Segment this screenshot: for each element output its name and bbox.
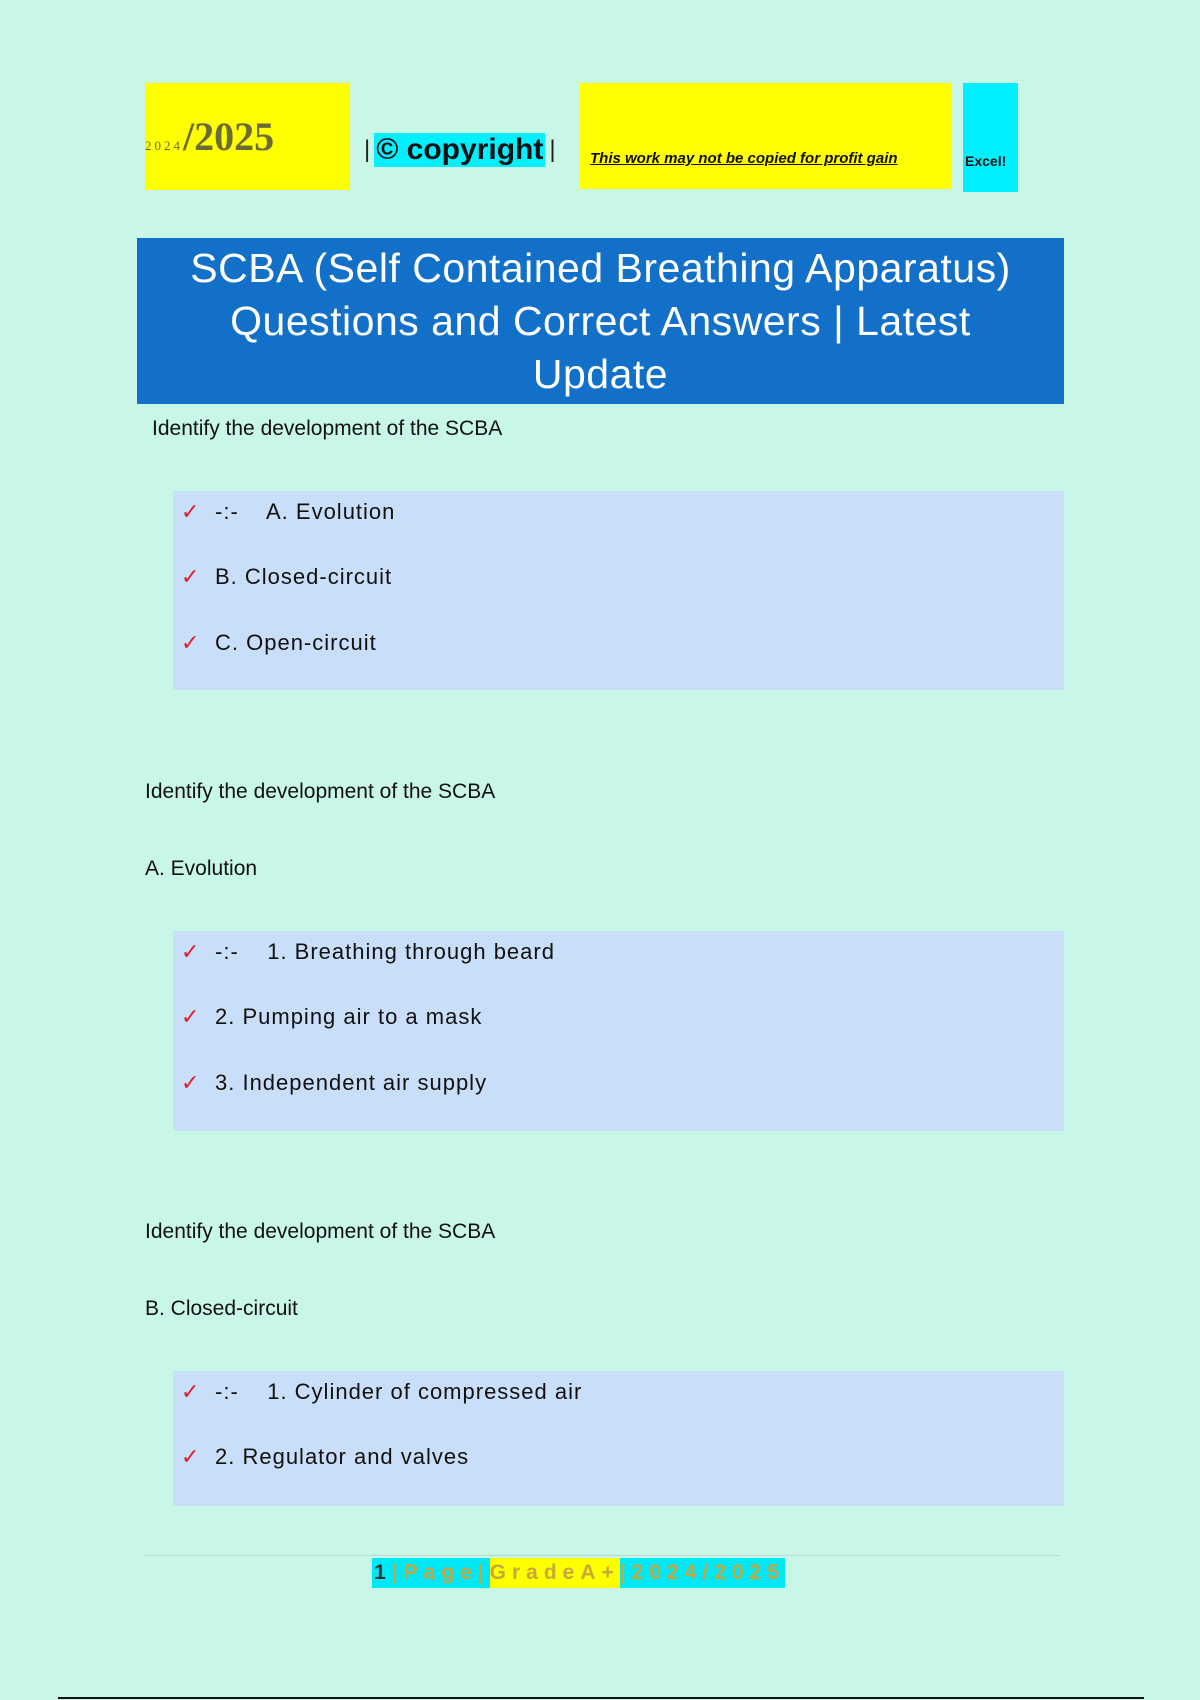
answer-text: -:- 1. Cylinder of compressed air <box>215 1379 583 1404</box>
title-line-1: SCBA (Self Contained Breathing Apparatus) <box>190 245 1011 291</box>
footer-grade: GradeA+ <box>490 1558 620 1588</box>
answer-box-3 <box>173 1371 1064 1506</box>
copyright-bar-right: | <box>549 136 556 163</box>
bottom-rule <box>58 1697 1144 1699</box>
answer-item <box>181 1004 482 1030</box>
document-title <box>137 238 1064 404</box>
check-icon: ✓ <box>181 1379 201 1404</box>
check-icon: ✓ <box>181 499 201 524</box>
question-3: Identify the development of the SCBA <box>145 1220 496 1243</box>
question-2: Identify the development of the SCBA <box>145 780 496 803</box>
footer-page <box>372 1558 490 1588</box>
copyright-bar-left: | <box>364 136 371 163</box>
check-icon: ✓ <box>181 564 201 589</box>
answer-item <box>181 1444 469 1470</box>
excel-banner <box>963 83 1018 193</box>
answer-item <box>181 499 395 525</box>
check-icon: ✓ <box>181 630 201 655</box>
page-footer <box>372 1558 785 1588</box>
copyright-label: © copyright <box>376 133 544 166</box>
subheading-2: A. Evolution <box>145 857 258 880</box>
check-icon: ✓ <box>181 1004 201 1029</box>
answer-item <box>181 1070 487 1096</box>
answer-text: 2. Regulator and valves <box>215 1444 470 1469</box>
question-1: Identify the development of the SCBA <box>152 417 503 440</box>
answer-text: 2. Pumping air to a mask <box>215 1004 483 1029</box>
answer-text: -:- A. Evolution <box>215 499 396 524</box>
page-label: |Page| <box>391 1561 490 1584</box>
answer-box-2 <box>173 931 1064 1131</box>
year-small: 2024 <box>145 137 183 153</box>
excel-label: Excel! <box>965 153 1007 169</box>
check-icon: ✓ <box>181 1444 201 1469</box>
notice-banner <box>580 83 952 189</box>
check-icon: ✓ <box>181 1070 201 1095</box>
year-big: /2025 <box>183 114 275 159</box>
notice-text: This work may not be copied for profit gain <box>590 150 898 167</box>
check-icon: ✓ <box>181 939 201 964</box>
answer-text: B. Closed-circuit <box>215 564 393 589</box>
title-line-3: Update <box>532 351 669 397</box>
page-number: 1 <box>374 1561 392 1584</box>
answer-text: -:- 1. Breathing through beard <box>215 939 555 964</box>
excel-divider <box>963 192 1018 201</box>
subheading-3: B. Closed-circuit <box>145 1297 298 1320</box>
answer-item <box>181 564 392 590</box>
footer-year: |2024/2025 <box>620 1558 785 1588</box>
footer-divider <box>145 1555 1060 1556</box>
copyright-banner <box>360 133 560 167</box>
title-line-2: Questions and Correct Answers | Latest <box>230 298 971 344</box>
answer-item <box>181 1379 582 1405</box>
answer-text: 3. Independent air supply <box>215 1070 488 1095</box>
answer-item <box>181 939 555 965</box>
answer-box-1 <box>173 491 1064 690</box>
answer-item <box>181 630 377 656</box>
year-banner <box>145 83 350 190</box>
answer-text: C. Open-circuit <box>215 630 377 655</box>
